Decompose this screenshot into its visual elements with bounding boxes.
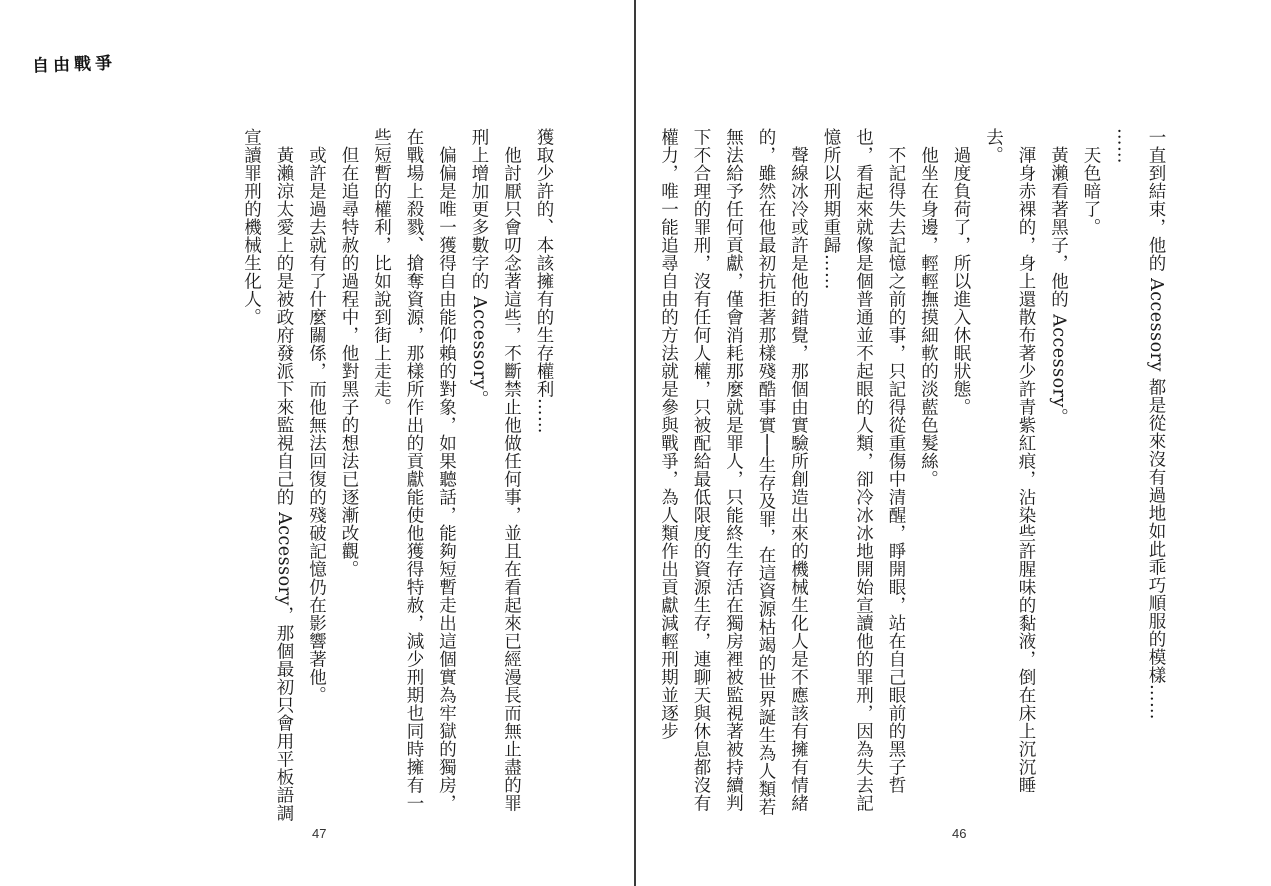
paragraph: 黃瀨看著黑子，他的 Accessory。 bbox=[1048, 145, 1069, 426]
paragraph: 不記得失去記憶之前的事，只記得從重傷中清醒，睜開眼，站在自己眼前的黑子哲也，看起來就像是個普通並不起眼的人類，卻冷冰冰地開始宣讀他的罪刑，因為失去記憶所以刑期重歸…… bbox=[821, 128, 906, 812]
book-title-header: 自由戰爭 bbox=[31, 53, 117, 77]
paragraph: 黃瀨涼太愛上的是被政府發派下來監視自己的 Accessory，那個最初只會用平板語調宣讀罪刑的機械生化人。 bbox=[241, 128, 294, 822]
page-gutter-divider bbox=[634, 0, 636, 886]
left-page-text bbox=[241, 128, 560, 828]
page-number-left: 47 bbox=[312, 826, 327, 841]
paragraph: 天色暗了。 bbox=[1081, 145, 1101, 236]
paragraph: 或許是過去就有了什麼關係，而他無法回復的殘破記憶仍在影響著他。 bbox=[306, 145, 327, 704]
paragraph: 偏偏是唯一獲得自由能仰賴的對象，如果聽話，能夠短暫走出這個實為牢獄的獨房，在戰場上殺戮、搶奪資源，那樣所作出的貢獻能使他獲得特赦，減少刑期也同時擁有一些短暫的權利，比如說到街上走走。 bbox=[371, 128, 457, 812]
paragraph: 一直到結束，他的 Accessory 都是從來沒有過地如此乖巧順服的模樣…… bbox=[1146, 128, 1166, 720]
paragraph: 他坐在身邊，輕輕撫摸細軟的淡藍色髮絲。 bbox=[918, 145, 939, 488]
paragraph: 渾身赤裸的，身上還散布著少許青紫紅痕，沾染些許腥味的黏液，倒在床上沉沉睡去。 bbox=[983, 128, 1036, 794]
paragraph: 獲取少許的、本該擁有的生存權利…… bbox=[534, 128, 554, 434]
page-number-right: 46 bbox=[952, 826, 967, 841]
paragraph: 他討厭只會叨念著這些，不斷禁止他做任何事，並且在看起來已經漫長而無止盡的罪刑上增加更多數字的 Accessory。 bbox=[469, 128, 522, 812]
paragraph: 過度負荷了，所以進入休眠狀態。 bbox=[951, 145, 971, 416]
paragraph: 但在追尋特赦的過程中，他對黑子的想法已逐漸改觀。 bbox=[339, 145, 359, 578]
right-page-text bbox=[658, 128, 1172, 828]
paragraph: …… bbox=[1113, 128, 1134, 164]
paragraph: 聲線冰冷或許是他的錯覺，那個由實驗所創造出來的機械生化人是不應該有擁有情緒的，雖然在他最初抗拒著那樣殘酷事實──生存及罪，在這資源枯竭的世界誕生為人類若無法給予任何貢獻，僅會消耗那麼就是罪人，只能終生存活在獨房裡被監視著被持續判下不合理的罪刑，沒有任何人權，只被配給最低限度的資源生存，連聊天與休息都沒有權力，唯一能追尋自由的方法就是參與戰爭，為人類作出貢獻減輕刑期並逐步 bbox=[658, 128, 809, 817]
